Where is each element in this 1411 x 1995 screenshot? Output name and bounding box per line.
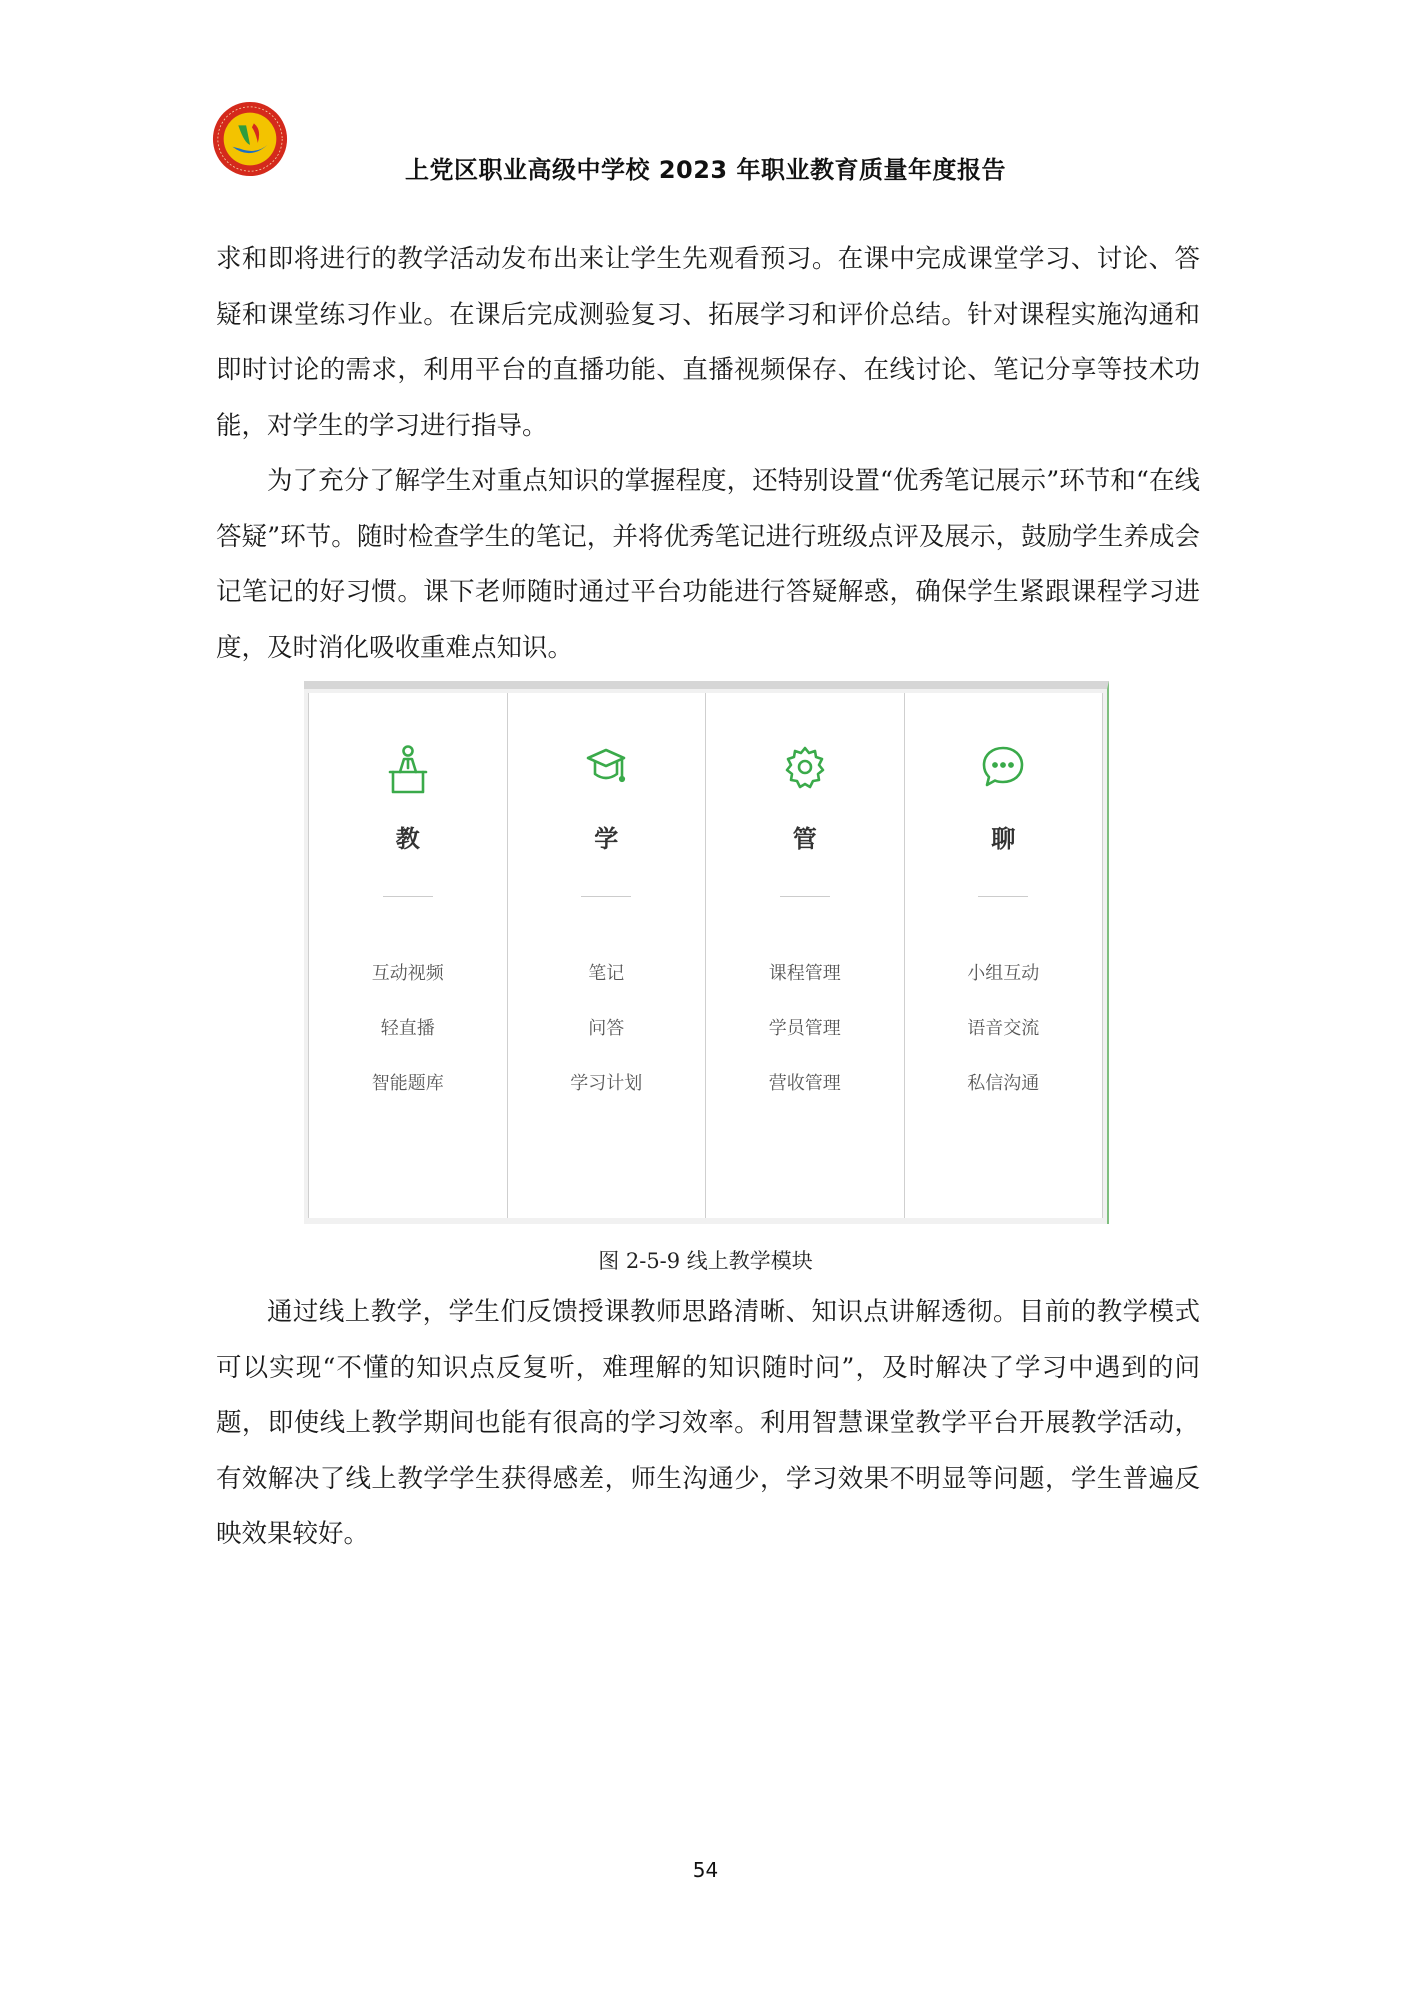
body-paragraph-2: 为了充分了解学生对重点知识的掌握程度，还特别设置“优秀笔记展示”环节和“在线答疑”环节。随时检查学生的笔记，并将优秀笔记进行班级点评及展示，鼓励学生养成会记笔记的好习惯。课下老师随时通过平台功能进行答疑解惑，确保学生紧跟课程学习进度，及时消化吸收重难点知识。 — [216, 466, 1200, 663]
module-item-list — [706, 963, 904, 1128]
body-paragraph-1: 求和即将进行的教学活动发布出来让学生先观看预习。在课中完成课堂学习、讨论、答疑和课堂练习作业。在课后完成测验复习、拓展学习和评价总结。针对课程实施沟通和即时讨论的需求，利用平台的直播功能、直播视频保存、在线讨论、笔记分享等技术功能，对学生的学习进行指导。 — [216, 244, 1200, 441]
report-header-title: 上党区职业高级中学校 2023 年职业教育质量年度报告 — [404, 156, 1006, 184]
module-item: 智能题库 — [371, 1073, 444, 1094]
module-item: 营收管理 — [768, 1073, 841, 1094]
module-item: 轻直播 — [380, 1018, 435, 1039]
module-manage — [706, 693, 905, 1218]
module-title: 聊 — [991, 825, 1016, 853]
module-item: 问答 — [588, 1018, 625, 1039]
module-item: 学员管理 — [768, 1018, 841, 1039]
module-divider — [581, 896, 631, 897]
module-item: 学习计划 — [570, 1073, 643, 1094]
teacher-podium-icon — [386, 744, 430, 796]
figure-caption: 图 2-5-9 线上教学模块 — [598, 1249, 813, 1273]
module-item: 小组互动 — [967, 963, 1040, 984]
module-divider — [978, 896, 1028, 897]
module-title: 教 — [395, 825, 420, 853]
module-divider — [383, 896, 433, 897]
chat-bubble-icon — [981, 744, 1025, 796]
module-item: 私信沟通 — [967, 1073, 1040, 1094]
module-title: 管 — [792, 825, 817, 853]
module-divider — [780, 896, 830, 897]
module-teach — [308, 693, 508, 1218]
page-number: 54 — [692, 1858, 719, 1882]
module-item-list — [905, 963, 1103, 1128]
module-learn — [508, 693, 707, 1218]
module-item: 笔记 — [588, 963, 625, 984]
online-teaching-modules-figure — [304, 681, 1109, 1224]
module-item: 语音交流 — [967, 1018, 1040, 1039]
module-item-list — [309, 963, 507, 1128]
module-title: 学 — [594, 825, 619, 853]
module-item-list — [508, 963, 706, 1128]
gear-icon — [783, 744, 827, 796]
graduation-cap-icon — [584, 744, 628, 796]
module-chat — [905, 693, 1104, 1218]
body-paragraph-3: 通过线上教学，学生们反馈授课教师思路清晰、知识点讲解透彻。目前的教学模式可以实现“不懂的知识点反复听，难理解的知识随时问”，及时解决了学习中遇到的问题，即使线上教学期间也能有很高的学习效率。利用智慧课堂教学平台开展教学活动，有效解决了线上教学学生获得感差，师生沟通少，学习效果不明显等问题，学生普遍反映效果较好。 — [216, 1297, 1200, 1549]
module-item: 课程管理 — [768, 963, 841, 984]
module-item: 互动视频 — [371, 963, 444, 984]
